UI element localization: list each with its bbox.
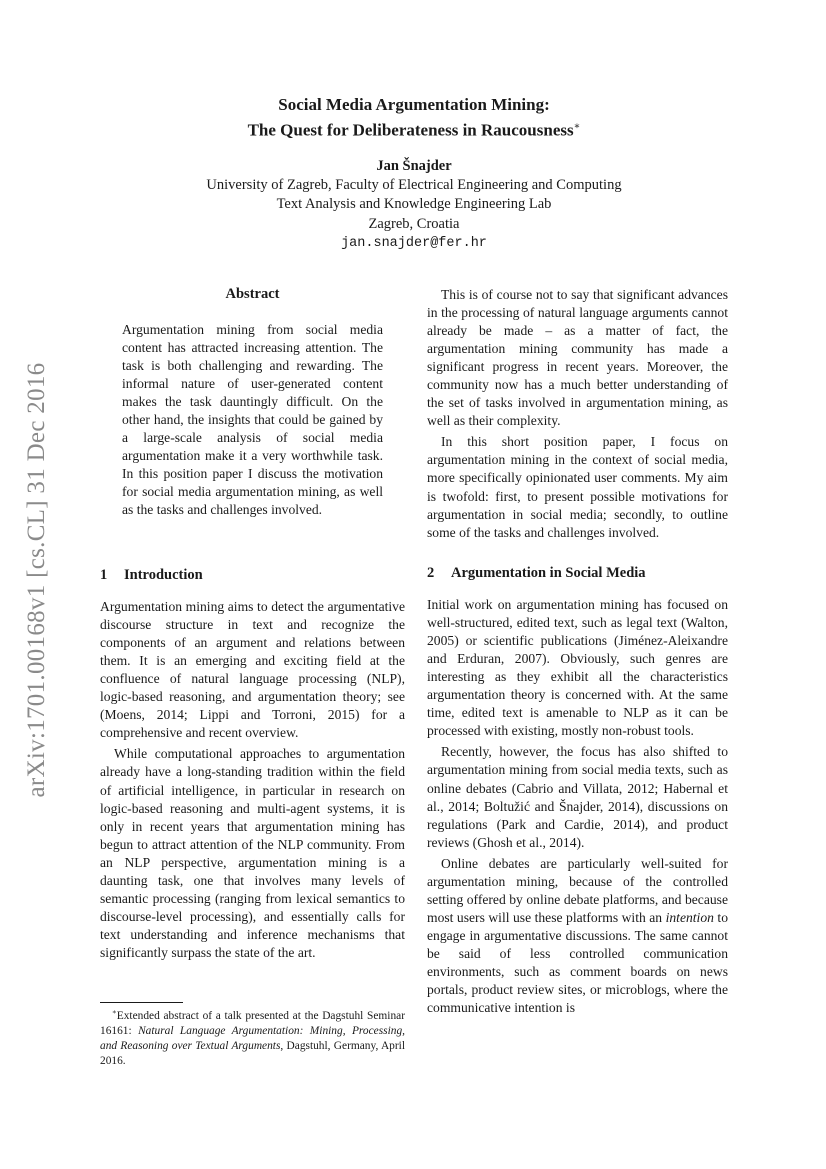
affiliation-line-2: Text Analysis and Knowledge Engineering Lab <box>276 196 552 213</box>
arxiv-identifier <box>22 330 52 830</box>
title-line-1: Social Media Argumentation Mining: <box>278 95 550 114</box>
title-block <box>100 94 728 254</box>
intention-emphasis: intention <box>665 909 714 925</box>
section-1 <box>100 566 405 962</box>
author-name: Jan Šnajder <box>376 157 452 174</box>
section-2-title: Argumentation in Social Media <box>451 565 646 581</box>
section-1-paragraph-2: While computational approaches to argumentation already have a long-standing tradition within the field of artificial intelligence, in particular in research on logic-based reasoning and multi-agent systems, it is only in recent years that argumentation mining has begun to attract attention of the NLP community. From an NLP perspective, argumentation mining is a daunting task, one that involves many levels of semantic processing (ranging from lexical semantics to discourse-level processing), and essentially calls for text understanding and inference mechanisms that significantly surpass the state of the art. <box>100 746 405 960</box>
section-1-paragraph-1: Argumentation mining aims to detect the argumentative discourse structure in text and recognize the components of an argument and relations between them. It is an emerging and exciting field at the confluence of natural language processing (NLP), logic-based reasoning, and argumentation theory; see (Moens, 2014; Lippi and Torroni, 2015) for a comprehensive and recent overview. <box>100 599 405 741</box>
section-2-paragraph-2: Recently, however, the focus has also shifted to argumentation mining from social media texts, such as online debates (Cabrio and Villata, 2012; Habernal et al., 2014; Boltužić and Šnajder, 2014), discussions on regulations (Park and Cardie, 2014), and product reviews (Ghosh et al., 2014). <box>427 744 728 850</box>
section-2-heading <box>427 564 728 582</box>
affiliation-line-1: University of Zagreb, Faculty of Electrical Engineering and Computing <box>206 176 622 193</box>
abstract-text: Argumentation mining from social media content has attracted increasing attention. The task is both challenging and rewarding. The informal nature of user-generated content makes the task dauntingly difficult. On the other hand, the insights that could be gained by a large-scale analysis of social media argumentation make it a very worthwhile task. In this position paper I discuss the motivation for social media argumentation mining, as well as the tasks and challenges involved. <box>122 322 383 518</box>
section-1-heading <box>100 566 405 584</box>
intro-paragraph-4: In this short position paper, I focus on argumentation mining in the context of social media, more specifically opinionated user comments. My aim is twofold: first, to present possible motivations for argumentation in social media; secondly, to outline some of the tasks and challenges involved. <box>427 434 728 540</box>
arxiv-identifier-text: arXiv:1701.00168v1 [cs.CL] 31 Dec 2016 <box>23 362 50 798</box>
section-2-number: 2 <box>427 565 435 581</box>
footnote <box>100 1005 405 1069</box>
section-2-paragraph-3-start: Online debates are particularly well-suited for argumentation mining, because of the controlled setting offered by online debate platforms, and because most users will use these platforms with an <box>427 855 728 925</box>
section-1-title: Introduction <box>124 567 203 583</box>
abstract-heading: Abstract <box>225 286 280 302</box>
affiliation-line-3: Zagreb, Croatia <box>368 215 460 232</box>
footnote-text-end: , Dagstuhl, Germany, April 2016. <box>100 1039 405 1067</box>
section-2 <box>427 564 728 1017</box>
footnote-seminar-title: Natural Language Argumentation: Mining, Processing, and Reasoning over Textual Arguments <box>100 1024 405 1052</box>
right-column-intro <box>427 286 728 542</box>
footnote-text-start: Extended abstract of a talk presented at the Dagstuhl Seminar 16161: <box>100 1009 405 1037</box>
section-2-paragraph-1: Initial work on argumentation mining has focused on well-structured, edited text, such as legal text (Walton, 2005) or scientific publications (Jiménez-Aleixandre and Erduran, 2007). Obviously, such genres are interesting as they exhibit all the characteristics argumentation theory is concerned with. At the same time, edited text is amenable to NLP as it can be processed with existing, mostly non-robust tools. <box>427 597 728 739</box>
title-line-2: The Quest for Deliberateness in Raucousness <box>247 120 574 140</box>
paper-title <box>100 94 728 142</box>
section-1-number: 1 <box>100 567 108 583</box>
footnote-rule <box>100 1002 183 1003</box>
author-email: jan.snajder@fer.hr <box>341 236 487 252</box>
section-2-paragraph-3-end: to engage in argumentative discussions. The same cannot be said of less controlled communication environments, such as comment boards on news portals, product review sites, or microblogs, where the communicative intention is <box>427 909 728 1016</box>
intro-paragraph-3: This is of course not to say that significant advances in the processing of natural language arguments cannot already be made – as a matter of fact, the argumentation mining community has made a significant progress in recent years. Moreover, the community now has a much better understanding of the set of tasks involved in argumentation mining, as well as their complexity. <box>427 287 728 429</box>
footnote-mark: ∗ <box>112 1008 117 1016</box>
section-2-paragraph-3 <box>427 855 728 1017</box>
title-footnote-mark: ∗ <box>573 121 581 132</box>
